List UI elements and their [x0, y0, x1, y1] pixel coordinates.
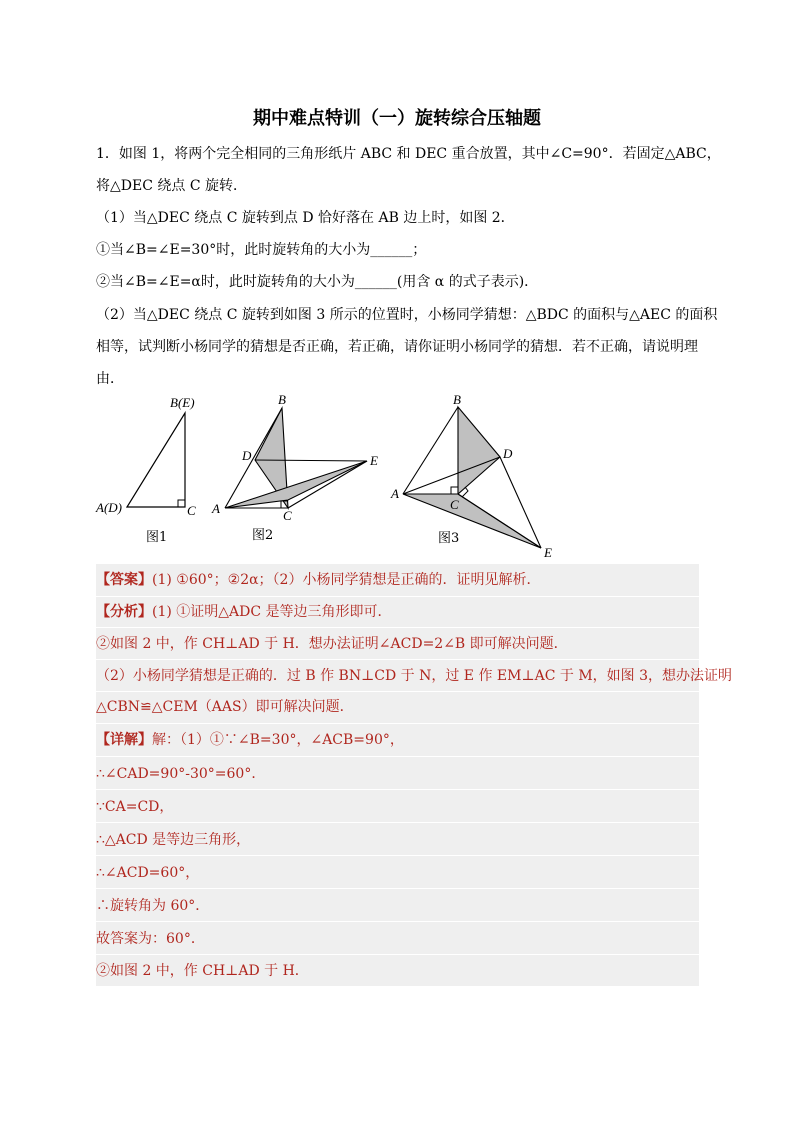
- problem-line: （1）当△DEC 绕点 C 旋转到点 D 恰好落在 AB 边上时，如图 2．: [96, 210, 515, 226]
- analysis-tag: 【分析】: [96, 604, 152, 620]
- answer-text: (1) ①60°；②2α；（2）小杨同学猜想是正确的．证明见解析．: [152, 572, 541, 588]
- fig2-label-d: D: [242, 448, 252, 463]
- triangle-abc: [127, 413, 185, 507]
- fig2-label-c: C: [283, 508, 292, 523]
- detail-line: ∴∠CAD=90°-30°=60°．: [96, 766, 266, 782]
- right-angle-mark: [178, 500, 185, 507]
- problem-line: 由．: [96, 371, 124, 387]
- fig3-label-e: E: [544, 545, 552, 558]
- fig3-label-c: C: [450, 497, 459, 512]
- problem-line: ②当∠B=∠E=α时，此时旋转角的大小为______(用含 α 的式子表示)．: [96, 274, 539, 290]
- fig2-label-b: B: [278, 392, 286, 407]
- figure-3: [390, 392, 552, 558]
- fig1-label-right: C: [187, 503, 196, 518]
- right-angle-mark: [451, 487, 458, 494]
- detail-line: 故答案为：60°．: [96, 931, 205, 947]
- figure-2: [211, 392, 378, 543]
- fig2-label-e: E: [370, 453, 378, 468]
- fig1-label-top: B(E): [170, 395, 195, 410]
- figure-1: [95, 395, 196, 545]
- analysis-line: ②如图 2 中，作 CH⊥AD 于 H．想办法证明∠ACD=2∠B 即可解决问题．: [96, 636, 568, 652]
- detail-line: [96, 730, 699, 750]
- answer-line: [96, 570, 699, 590]
- problem-line: 将△DEC 绕点 C 旋转．: [96, 178, 247, 194]
- problem-line: 相等，试判断小杨同学的猜想是否正确，若正确，请你证明小杨同学的猜想．若不正确，请说明理: [96, 339, 698, 355]
- fig3-label-b: B: [453, 392, 461, 407]
- problem-line: 1．如图 1，将两个完全相同的三角形纸片 ABC 和 DEC 重合放置，其中∠C=90°．若固定△ABC，: [96, 146, 721, 162]
- fig2-caption: 图2: [252, 528, 274, 543]
- detail-line: ∴△ACD 是等边三角形，: [96, 832, 251, 848]
- shaded-triangle-bdc: [458, 407, 500, 494]
- fig1-label-left: A(D): [96, 500, 122, 515]
- geometry-figures: [92, 388, 572, 558]
- answer-tag: 【答案】: [96, 572, 152, 588]
- detail-line: ∵CA=CD，: [96, 799, 174, 815]
- fig1-caption: 图1: [146, 530, 168, 545]
- detail-line: ∴旋转角为 60°．: [96, 898, 210, 914]
- analysis-line: （2）小杨同学猜想是正确的．过 B 作 BN⊥CD 于 N，过 E 作 EM⊥AC 于 M，如图 3，想办法证明: [96, 668, 733, 684]
- analysis-line: △CBN≌△CEM（AAS）即可解决问题．: [96, 699, 354, 715]
- analysis-text: (1) ①证明△ADC 是等边三角形即可．: [152, 604, 392, 620]
- fig3-label-a: A: [391, 486, 399, 501]
- fig3-caption: 图3: [438, 531, 460, 546]
- shaded-triangle-ace: [225, 461, 367, 508]
- fig3-label-d: D: [503, 446, 513, 461]
- detail-line: ∴∠ACD=60°，: [96, 865, 200, 881]
- segment-ab: [403, 407, 458, 494]
- analysis-line: [96, 602, 699, 622]
- detail-tag: 【详解】: [96, 732, 152, 748]
- fig2-label-a: A: [212, 501, 220, 516]
- detail-text: 解：（1）①∵∠B=30°，∠ACB=90°，: [152, 732, 404, 748]
- problem-line: （2）当△DEC 绕点 C 旋转到如图 3 所示的位置时，小杨同学猜想：△BDC 的面积与△AEC 的面积: [96, 307, 718, 323]
- page-title: 期中难点特训（一）旋转综合压轴题: [253, 108, 541, 129]
- detail-line: ②如图 2 中，作 CH⊥AD 于 H．: [96, 963, 309, 979]
- problem-line: ①当∠B=∠E=30°时，此时旋转角的大小为______；: [96, 242, 427, 258]
